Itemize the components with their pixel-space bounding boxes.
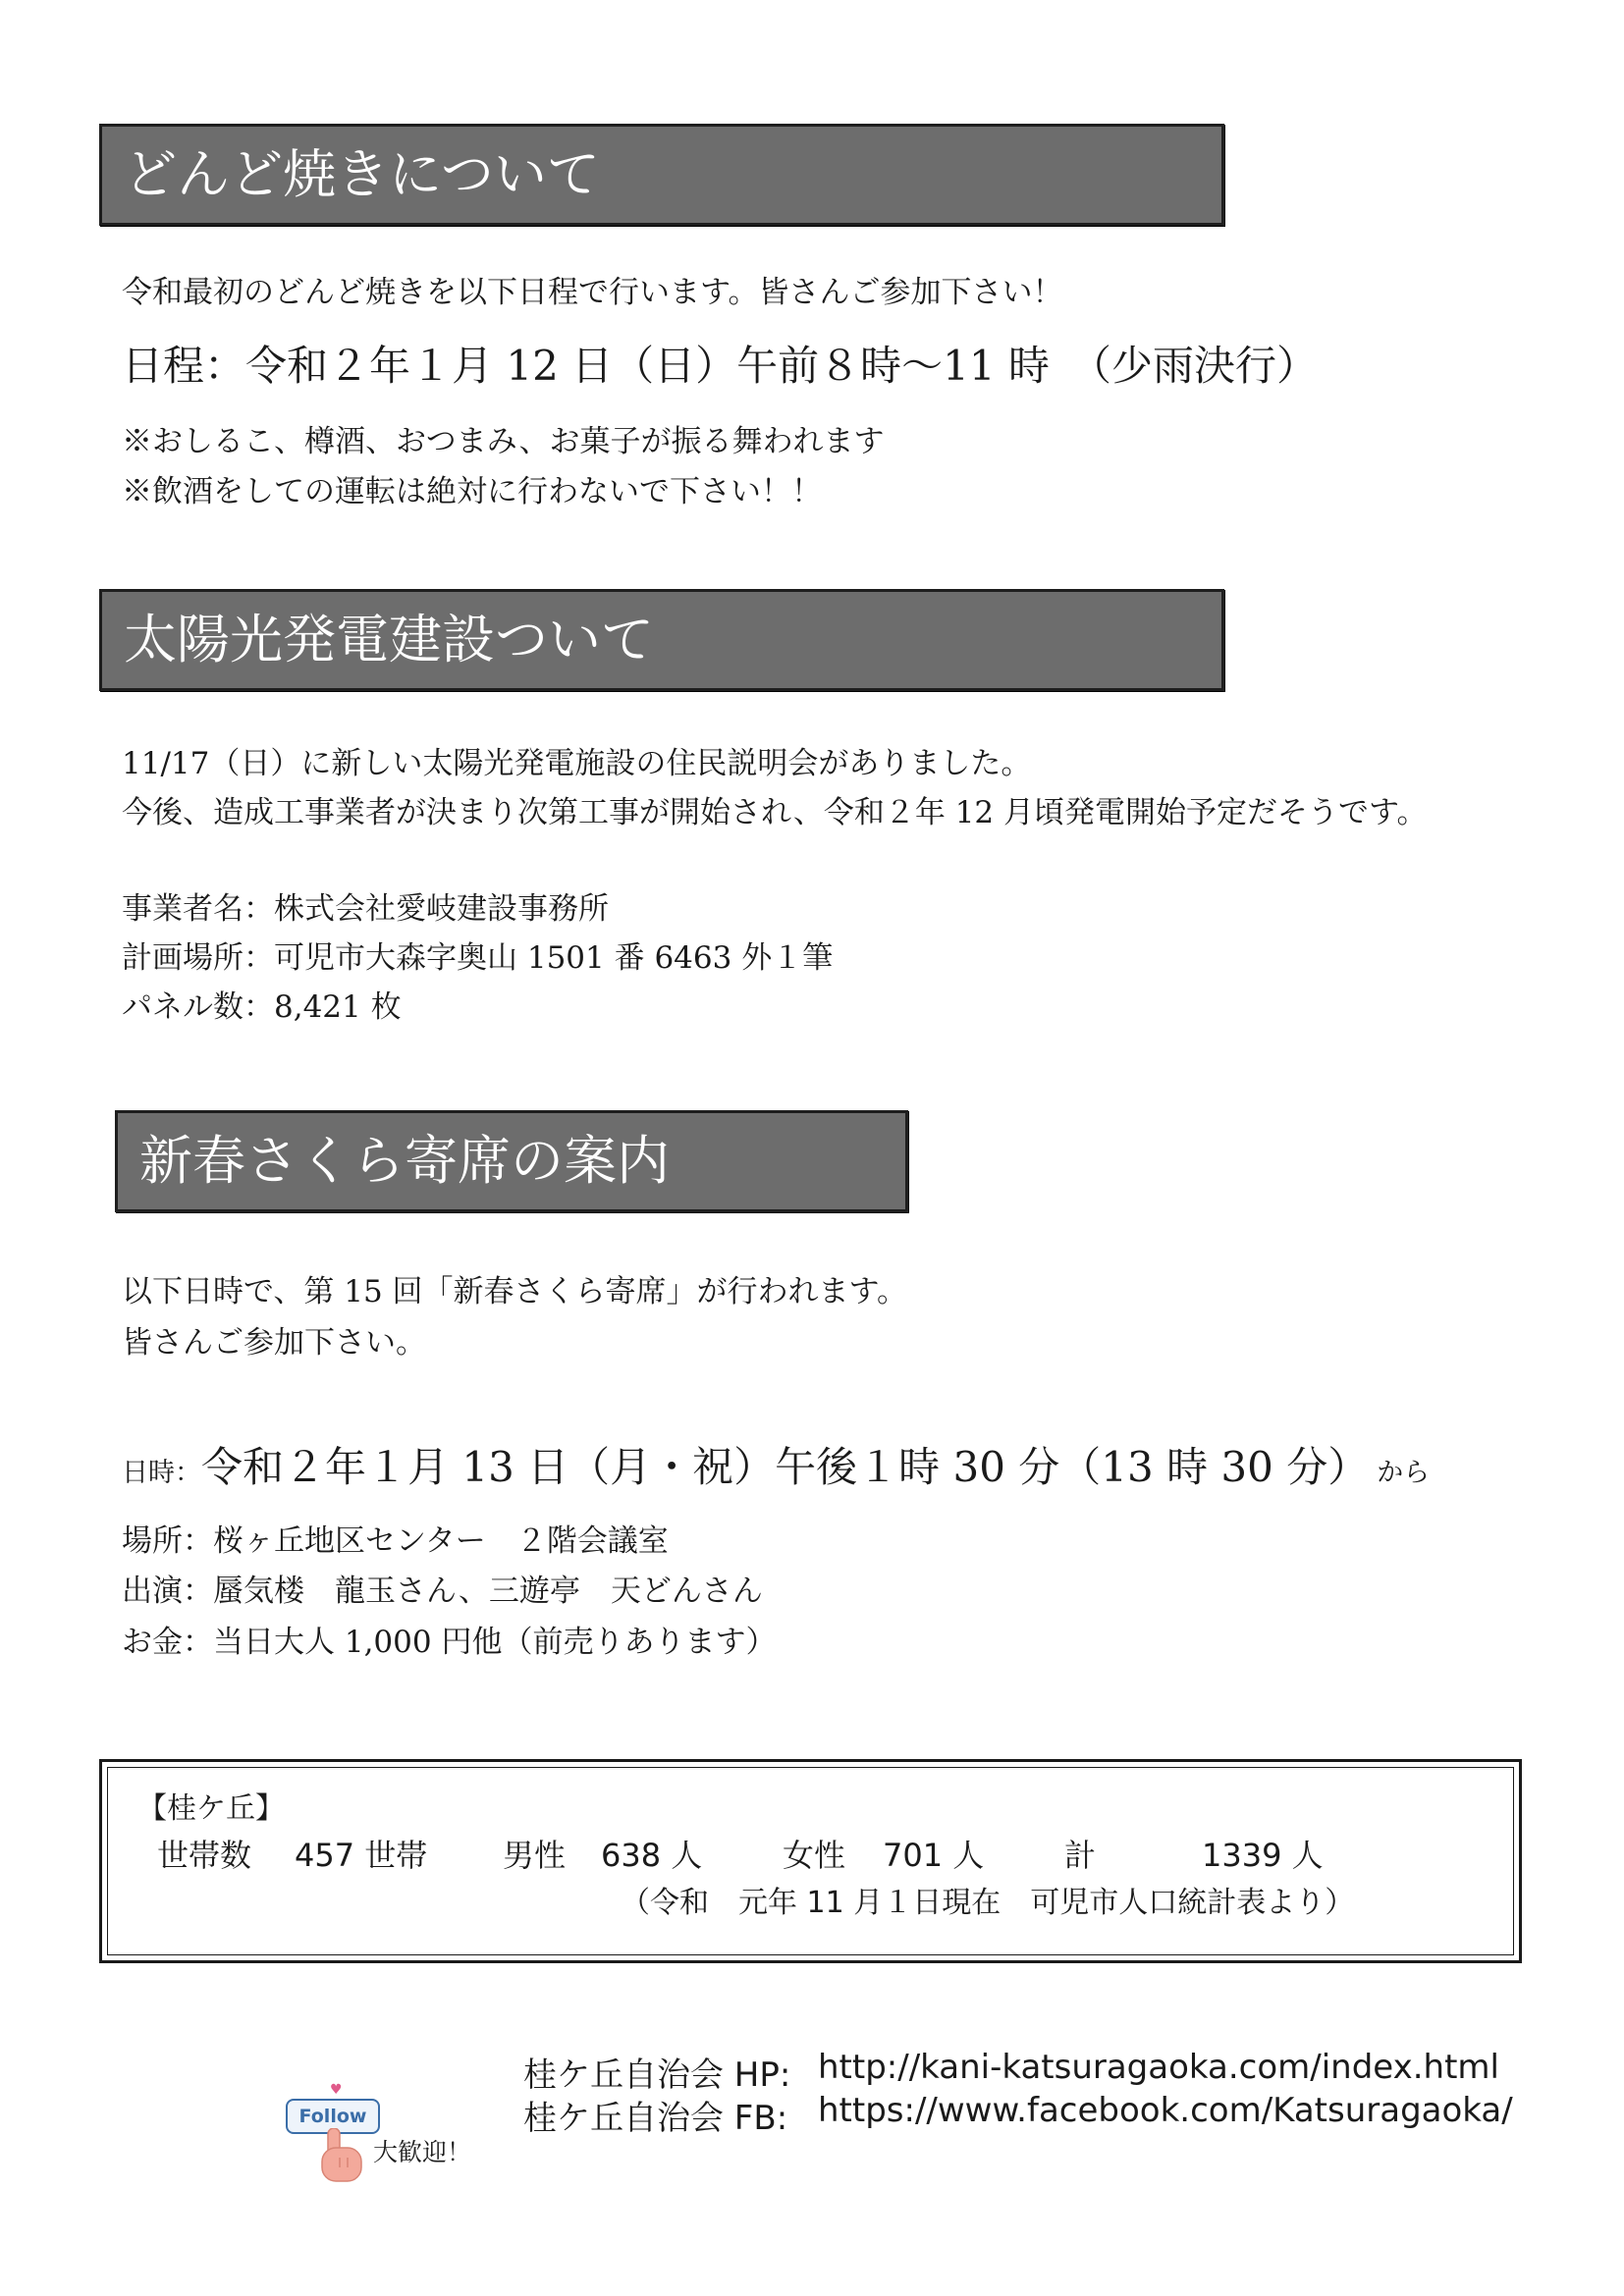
yose-datetime-main: 令和２年１月 13 日（月・祝）午後１時 30 分（13 時 30 分）: [201, 1443, 1370, 1491]
section-heading-yose-text: 新春さくら寄席の案内: [139, 1130, 670, 1192]
solar-operator: 事業者名：株式会社愛岐建設事務所: [122, 891, 609, 927]
stats-female-label: 女性: [783, 1837, 846, 1874]
stats-title: 【桂ケ丘】: [137, 1791, 285, 1826]
dondo-intro: 令和最初のどんど焼きを以下日程で行います。皆さんご参加下さい！: [122, 275, 1063, 310]
follow-button-label: Follow: [298, 2106, 367, 2127]
pointing-hand-icon: [314, 2128, 371, 2185]
solar-panels: パネル数：8,421 枚: [122, 989, 402, 1025]
yose-datetime-label: 日時：: [122, 1458, 201, 1488]
stats-households-label: 世帯数: [157, 1837, 252, 1874]
stats-source: （令和 元年 11 月１日現在 可児市人口統計表より）: [621, 1886, 1355, 1920]
footer-hp-label: 桂ケ丘自治会 HP:: [523, 2056, 791, 2095]
heart-icon: ♥: [330, 2082, 343, 2098]
stats-female-value: 701 人: [883, 1837, 985, 1874]
stats-households-value: 457 世帯: [295, 1837, 428, 1874]
stats-total-value: 1339 人: [1202, 1837, 1324, 1874]
solar-line-2: 今後、造成工事業者が決まり次第工事が開始され、令和２年 12 月頃発電開始予定だそうです。: [122, 795, 1428, 830]
dondo-schedule: 日程：令和２年１月 12 日（日）午前８時～11 時 （少雨決行）: [122, 342, 1318, 390]
footer-welcome: 大歓迎！: [373, 2138, 472, 2166]
yose-performers: 出演：蜃気楼 龍玉さん、三遊亭 天どんさん: [122, 1574, 763, 1609]
dondo-note-drinking: ※飲酒をしての運転は絶対に行わないで下さい！！: [122, 474, 822, 509]
section-heading-dondo-text: どんど焼きについて: [124, 143, 600, 205]
yose-datetime-suffix: から: [1377, 1458, 1431, 1488]
yose-place: 場所：桜ヶ丘地区センター ２階会議室: [122, 1523, 669, 1559]
yose-intro-2: 皆さんご参加下さい。: [122, 1325, 426, 1361]
solar-location: 計画場所：可児市大森字奥山 1501 番 6463 外１筆: [122, 940, 834, 976]
section-heading-yose: [115, 1110, 908, 1212]
footer-hp-url[interactable]: http://kani-katsuragaoka.com/index.html: [818, 2048, 1499, 2087]
yose-fee: お金：当日大人 1,000 円他（前売りあります）: [122, 1625, 777, 1660]
stats-total-label: 計: [1064, 1837, 1097, 1874]
footer-fb-label: 桂ケ丘自治会 FB:: [523, 2099, 788, 2138]
yose-datetime: [122, 1443, 1430, 1492]
section-heading-solar: [99, 589, 1224, 691]
yose-intro-1: 以下日時で、第 15 回「新春さくら寄席」が行われます。: [122, 1274, 908, 1309]
footer-fb-url[interactable]: https://www.facebook.com/Katsuragaoka/: [818, 2091, 1513, 2130]
section-heading-dondo: [99, 124, 1224, 226]
section-heading-solar-text: 太陽光発電建設ついて: [124, 609, 654, 670]
stats-male-value: 638 人: [601, 1837, 703, 1874]
solar-line-1: 11/17（日）に新しい太陽光発電施設の住民説明会がありました。: [122, 746, 1032, 781]
population-stats-box: [99, 1759, 1522, 1963]
dondo-note-food: ※おしるこ、樽酒、おつまみ、お菓子が振る舞われます: [122, 424, 885, 459]
stats-male-label: 男性: [503, 1837, 567, 1874]
